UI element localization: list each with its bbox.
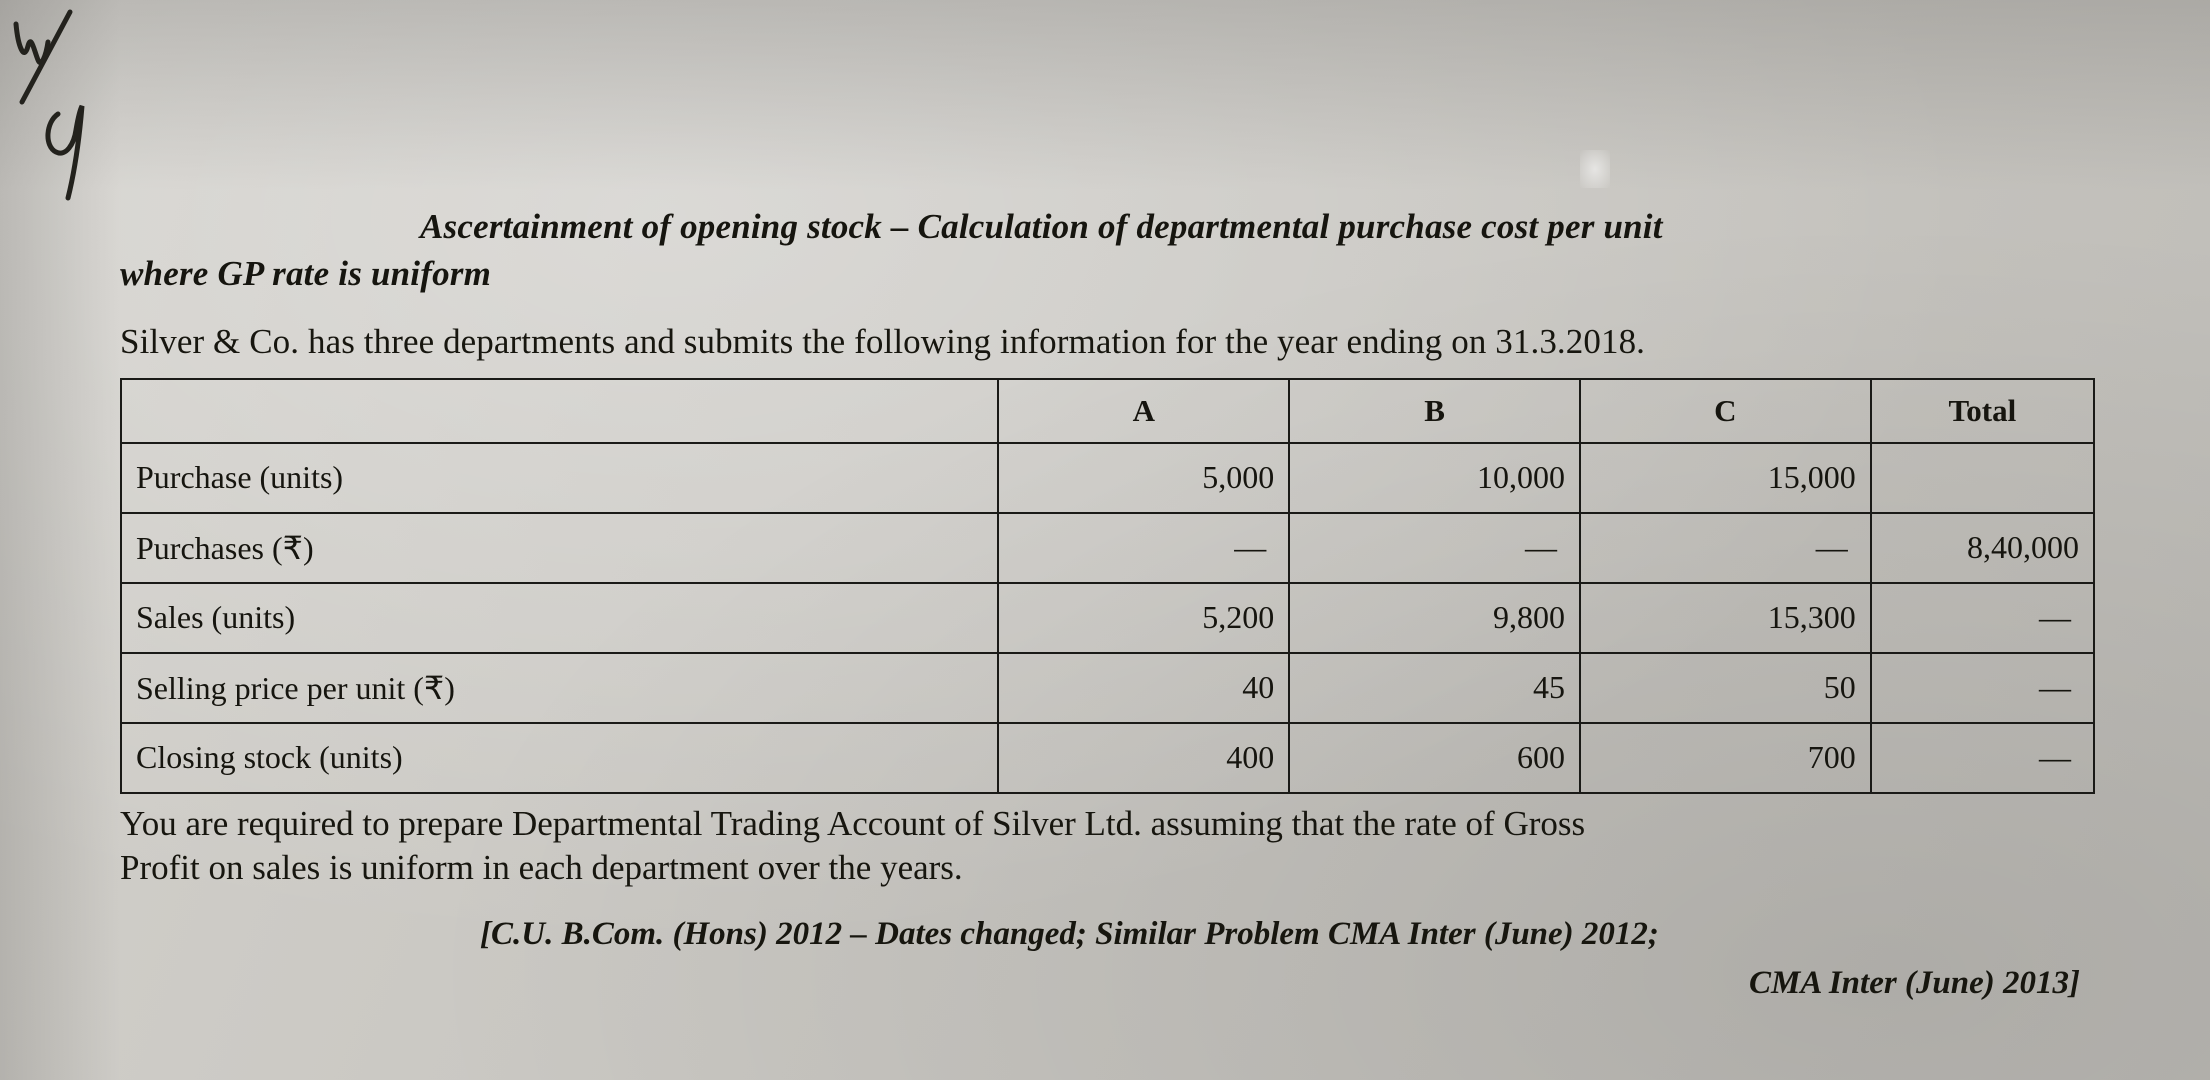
row-value-total: — [1871,653,2094,723]
row-value-b: 10,000 [1289,443,1580,513]
table-row [121,513,2094,583]
table-header-row [121,379,2094,443]
row-value-c: 15,000 [1580,443,1871,513]
handwritten-annotation-icon [8,6,138,206]
row-value-b: 600 [1289,723,1580,793]
departments-table [120,378,2095,794]
row-value-a: 400 [998,723,1289,793]
requirement-paragraph [120,802,2070,892]
row-label: Sales (units) [121,583,998,653]
row-value-c: 700 [1580,723,1871,793]
row-value-total: 8,40,000 [1871,513,2094,583]
row-label: Purchases (₹) [121,513,998,583]
row-value-b: — [1289,513,1580,583]
document-body [120,0,2100,1005]
table-header-a: A [998,379,1289,443]
table-row [121,443,2094,513]
table-row [121,723,2094,793]
row-value-a: 5,000 [998,443,1289,513]
table-header-c: C [1580,379,1871,443]
heading-line-2: where GP rate is uniform [120,253,492,293]
row-label: Closing stock (units) [121,723,998,793]
row-value-a: — [998,513,1289,583]
page-left-shadow [0,0,120,1080]
source-line-2: CMA Inter (June) 2013] [1749,964,2080,1001]
table-header-total: Total [1871,379,2094,443]
table-header-b: B [1289,379,1580,443]
table-row [121,653,2094,723]
row-value-b: 9,800 [1289,583,1580,653]
table-row [121,583,2094,653]
table-header-blank [121,379,998,443]
row-value-c: 15,300 [1580,583,1871,653]
row-value-c: 50 [1580,653,1871,723]
row-value-a: 40 [998,653,1289,723]
row-value-total: — [1871,723,2094,793]
section-heading [120,205,2100,296]
heading-line-1: Ascertainment of opening stock – Calculation of departmental purchase cost per unit [420,207,1663,246]
row-value-b: 45 [1289,653,1580,723]
requirement-line-1: You are required to prepare Departmental Trading Account of Silver Ltd. assuming that the rate of Gross [120,803,1586,843]
row-value-total [1871,443,2094,513]
row-value-a: 5,200 [998,583,1289,653]
source-citation [120,913,2100,1005]
row-label: Purchase (units) [121,443,998,513]
row-value-c: — [1580,513,1871,583]
intro-paragraph: Silver & Co. has three departments and submits the following information for the year ending on 31.3.2018. [120,321,1646,361]
requirement-line-2: Profit on sales is uniform in each department over the years. [120,848,963,888]
row-label: Selling price per unit (₹) [121,653,998,723]
row-value-total: — [1871,583,2094,653]
source-line-1: [C.U. B.Com. (Hons) 2012 – Dates changed; Similar Problem CMA Inter (June) 2012; [480,916,1659,953]
